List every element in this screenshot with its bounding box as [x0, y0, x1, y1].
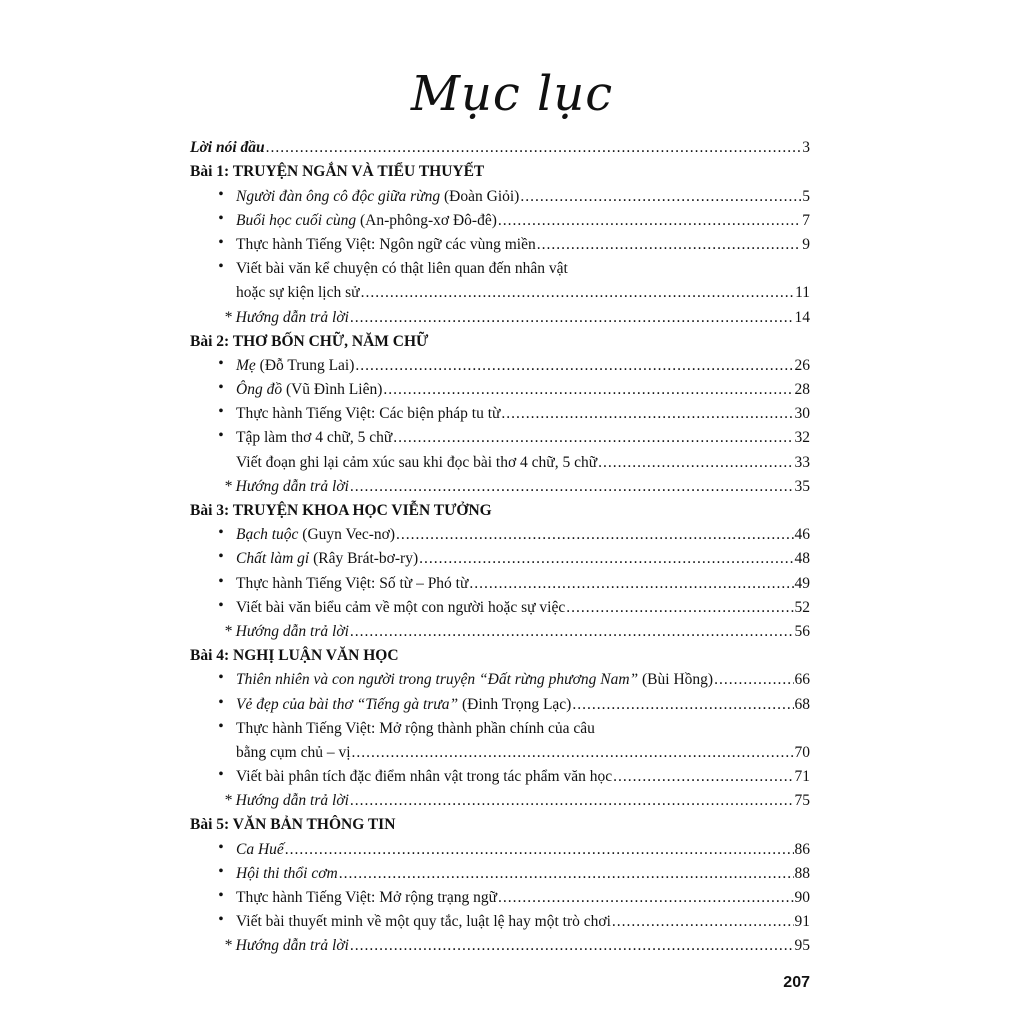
- toc-entry-line1[interactable]: [190, 715, 810, 739]
- dot-leader: [498, 888, 793, 908]
- dot-leader: [714, 670, 793, 690]
- toc-entry[interactable]: [190, 521, 810, 545]
- section-title: Bài 1: TRUYỆN NGẮN VÀ TIỂU THUYẾT: [190, 163, 485, 181]
- entry-page: 28: [794, 381, 810, 399]
- entry-text: * Hướng dẫn trả lời: [224, 937, 349, 955]
- entry-page: 14: [794, 308, 810, 326]
- entry-text: Bạch tuộc (Guyn Vec-nơ): [236, 526, 396, 544]
- bullet-icon: •: [218, 258, 224, 276]
- section-heading-bai-5[interactable]: [190, 811, 810, 835]
- entry-page: 46: [794, 526, 810, 544]
- bullet-icon: •: [218, 862, 224, 880]
- entry-page: 3: [802, 139, 810, 157]
- toc-entry[interactable]: [190, 594, 810, 618]
- section-heading-bai-3[interactable]: [190, 497, 810, 521]
- entry-page: 86: [794, 840, 810, 858]
- toc-entry[interactable]: [190, 376, 810, 400]
- toc-entry[interactable]: [190, 352, 810, 376]
- entry-text: Thực hành Tiếng Việt: Mở rộng thành phần chính của câu: [236, 719, 595, 737]
- dot-leader: [612, 912, 794, 932]
- entry-page: 49: [794, 574, 810, 592]
- entry-text: hoặc sự kiện lịch sử: [236, 284, 360, 302]
- entry-text: Thực hành Tiếng Việt: Ngôn ngữ các vùng miền: [236, 235, 536, 253]
- entry-page: 71: [794, 768, 810, 786]
- dot-leader: [566, 598, 793, 618]
- bullet-icon: •: [218, 596, 224, 614]
- entry-text: Ông đồ (Vũ Đình Liên): [236, 381, 383, 399]
- entry-page: 56: [794, 622, 810, 640]
- bullet-icon: •: [218, 717, 224, 735]
- entry-page: 75: [794, 792, 810, 810]
- bullet-icon: •: [218, 379, 224, 397]
- entry-text: Viết đoạn ghi lại cảm xúc sau khi đọc bài thơ 4 chữ, 5 chữ: [236, 453, 598, 471]
- toc-entry-answers[interactable]: [190, 303, 810, 327]
- page-number: 207: [783, 974, 810, 991]
- dot-leader: [383, 380, 793, 400]
- section-heading-bai-2[interactable]: [190, 328, 810, 352]
- toc-entry[interactable]: [190, 424, 810, 448]
- dot-leader: [350, 622, 794, 642]
- section-title: Bài 2: THƠ BỐN CHỮ, NĂM CHỮ: [190, 332, 429, 350]
- dot-leader: [501, 404, 793, 424]
- dot-leader: [572, 695, 793, 715]
- dot-leader: [350, 308, 794, 328]
- entry-page: 30: [794, 405, 810, 423]
- entry-text: * Hướng dẫn trả lời: [224, 308, 349, 326]
- bullet-icon: •: [218, 354, 224, 372]
- entry-text: Viết bài văn biểu cảm về một con người hoặc sự việc: [236, 598, 566, 616]
- entry-text: Thiên nhiên và con người trong truyện “Đất rừng phương Nam” (Bùi Hồng): [236, 671, 714, 689]
- dot-leader: [598, 453, 793, 473]
- bullet-icon: •: [218, 766, 224, 784]
- toc-entry-answers[interactable]: [190, 618, 810, 642]
- entry-text: Thực hành Tiếng Việt: Các biện pháp tu từ: [236, 405, 501, 423]
- dot-leader: [396, 525, 793, 545]
- entry-text: Mẹ (Đỗ Trung Lai): [236, 356, 355, 374]
- bullet-icon: •: [218, 524, 224, 542]
- dot-leader: [613, 767, 793, 787]
- entry-page: 9: [802, 235, 810, 253]
- entry-text: Thực hành Tiếng Việt: Mở rộng trạng ngữ: [236, 889, 498, 906]
- toc-entry[interactable]: [190, 400, 810, 424]
- bullet-icon: •: [218, 548, 224, 566]
- toc-entry-answers[interactable]: [190, 473, 810, 497]
- bullet-icon: •: [218, 233, 224, 251]
- toc-entry-answers[interactable]: [190, 932, 810, 956]
- section-title: Bài 5: VĂN BẢN THÔNG TIN: [190, 816, 396, 834]
- entry-text: Lời nói đầu: [190, 139, 265, 157]
- entry-page: 90: [794, 889, 810, 906]
- bullet-icon: •: [218, 911, 224, 929]
- entry-page: 33: [794, 453, 810, 471]
- dot-leader: [355, 356, 793, 376]
- toc-entry-line2[interactable]: [190, 279, 810, 303]
- entry-text: Buổi học cuối cùng (An-phông-xơ Đô-đê): [236, 211, 497, 229]
- dot-leader: [469, 574, 793, 594]
- entry-text: bằng cụm chủ – vị: [236, 743, 351, 761]
- toc-entry-line1[interactable]: [190, 255, 810, 279]
- entry-page: 95: [794, 937, 810, 955]
- dot-leader: [352, 743, 794, 763]
- section-heading-bai-4[interactable]: [190, 642, 810, 666]
- bullet-icon: •: [218, 887, 224, 904]
- entry-page: 48: [794, 550, 810, 568]
- entry-text: Người đàn ông cô độc giữa rừng (Đoàn Giỏi): [236, 187, 520, 205]
- toc-entry[interactable]: [190, 763, 810, 787]
- table-of-contents: [190, 134, 810, 956]
- dot-leader: [285, 840, 794, 860]
- dot-leader: [393, 428, 793, 448]
- entry-text: Viết bài văn kể chuyện có thật liên quan đến nhân vật: [236, 260, 568, 278]
- dot-leader: [339, 864, 794, 884]
- bullet-icon: •: [218, 209, 224, 227]
- entry-text: Viết bài thuyết minh về một quy tắc, luật lệ hay một trò chơi: [236, 913, 611, 931]
- toc-entry[interactable]: [190, 666, 810, 690]
- entry-page: 91: [794, 913, 810, 931]
- toc-entry[interactable]: [190, 545, 810, 569]
- entry-page: 7: [802, 211, 810, 229]
- entry-text: Tập làm thơ 4 chữ, 5 chữ: [236, 429, 393, 447]
- bullet-icon: •: [218, 669, 224, 687]
- entry-page: 52: [794, 598, 810, 616]
- toc-entry[interactable]: [190, 860, 810, 884]
- bullet-icon: •: [218, 572, 224, 590]
- toc-entry-intro[interactable]: [190, 134, 810, 158]
- dot-leader: [520, 187, 801, 207]
- entry-text: * Hướng dẫn trả lời: [224, 622, 349, 640]
- dot-leader: [350, 936, 794, 956]
- entry-page: 88: [794, 864, 810, 882]
- entry-text: Vẻ đẹp của bài thơ “Tiếng gà trưa” (Đinh Trọng Lạc): [236, 695, 572, 713]
- toc-entry[interactable]: [190, 448, 810, 472]
- toc-entry[interactable]: [190, 835, 810, 859]
- toc-entry[interactable]: [190, 207, 810, 231]
- entry-page: 32: [794, 429, 810, 447]
- bullet-icon: •: [218, 403, 224, 421]
- entry-text: * Hướng dẫn trả lời: [224, 477, 349, 495]
- dot-leader: [350, 791, 794, 811]
- dot-leader: [266, 138, 802, 158]
- dot-leader: [537, 235, 802, 255]
- dot-leader: [498, 211, 801, 231]
- entry-text: Hội thi thổi cơm: [236, 864, 338, 882]
- entry-page: 66: [794, 671, 810, 689]
- entry-text: * Hướng dẫn trả lời: [224, 792, 349, 810]
- toc-entry-answers[interactable]: [190, 787, 810, 811]
- toc-entry[interactable]: [190, 182, 810, 206]
- entry-text: Ca Huế: [236, 840, 284, 858]
- entry-page: 26: [794, 356, 810, 374]
- bullet-icon: •: [218, 838, 224, 856]
- entry-text: Thực hành Tiếng Việt: Số từ – Phó từ: [236, 574, 469, 592]
- entry-text: Viết bài phân tích đặc điểm nhân vật trong tác phẩm văn học: [236, 768, 613, 786]
- dot-leader: [361, 283, 795, 303]
- entry-page: 11: [795, 284, 810, 302]
- section-title: Bài 3: TRUYỆN KHOA HỌC VIỄN TƯỞNG: [190, 502, 492, 519]
- bullet-icon: •: [218, 693, 224, 711]
- toc-entry[interactable]: [190, 690, 810, 714]
- entry-page: 68: [794, 695, 810, 713]
- page-title: Mục lục: [410, 66, 614, 122]
- section-heading-bai-1[interactable]: [190, 158, 810, 182]
- bullet-icon: •: [218, 427, 224, 445]
- entry-text: Chất làm gỉ (Rây Brát-bơ-ry): [236, 550, 419, 568]
- entry-page: 5: [802, 187, 810, 205]
- dot-leader: [350, 477, 794, 497]
- toc-entry[interactable]: [190, 884, 810, 908]
- toc-entry[interactable]: [190, 569, 810, 593]
- entry-page: 35: [794, 477, 810, 495]
- toc-entry[interactable]: [190, 231, 810, 255]
- toc-entry-line2[interactable]: [190, 739, 810, 763]
- toc-entry[interactable]: [190, 908, 810, 932]
- section-title: Bài 4: NGHỊ LUẬN VĂN HỌC: [190, 647, 399, 665]
- dot-leader: [419, 549, 793, 569]
- entry-page: 70: [794, 743, 810, 761]
- bullet-icon: •: [218, 185, 224, 203]
